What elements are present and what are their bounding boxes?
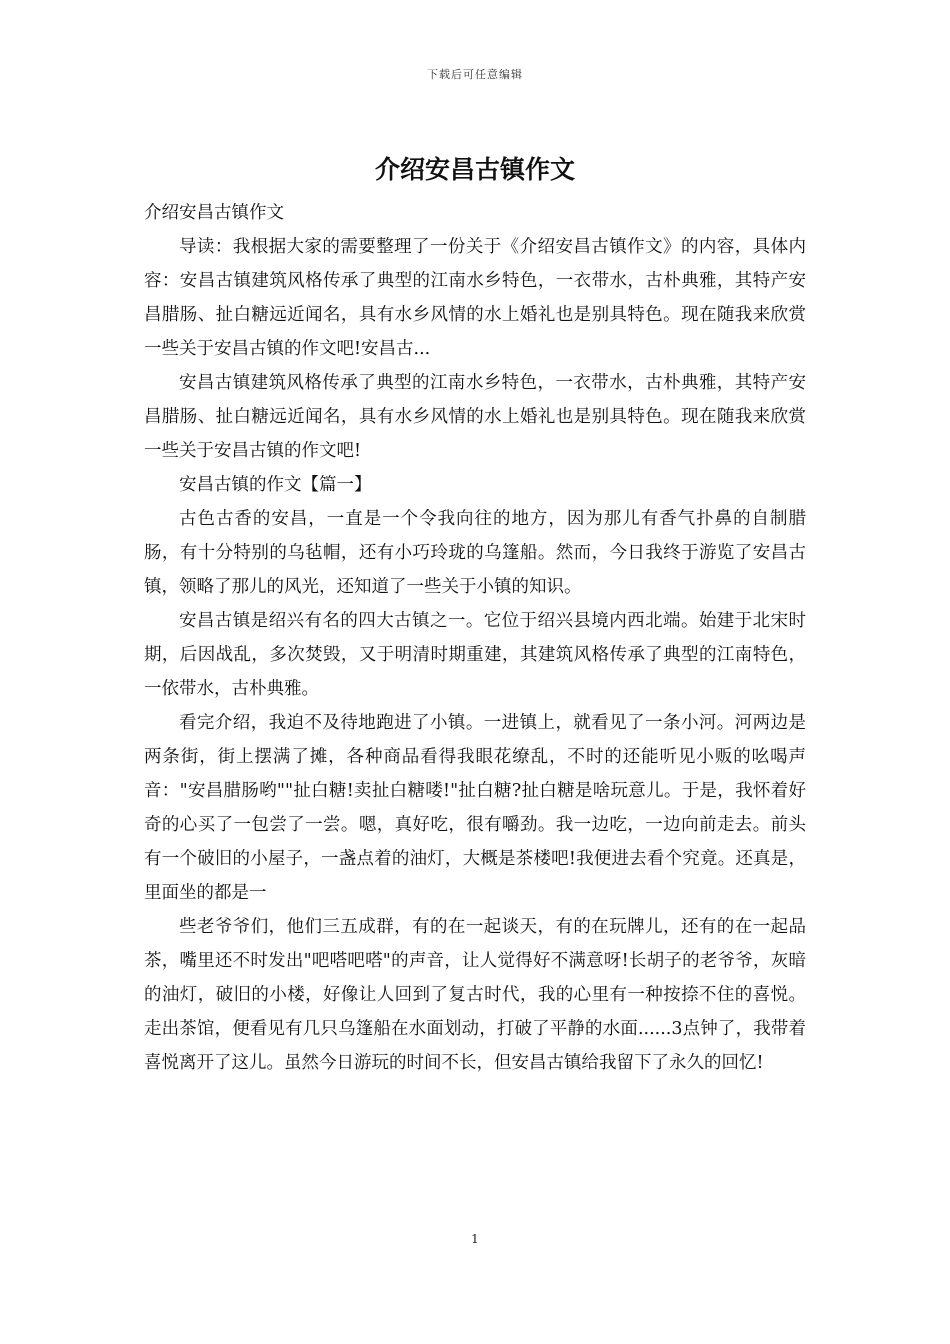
section-heading: 安昌古镇的作文【篇一】 bbox=[179, 475, 372, 495]
document-title: 介绍安昌古镇作文 bbox=[374, 155, 575, 184]
intro-paragraph: 安昌古镇建筑风格传承了典型的江南水乡特色，一衣带水，古朴典雅，其特产安昌腊肠、扯白糖远近闻名，具有水乡风情的水上婚礼也是别具特色。现在随我来欣赏一些关于安昌古镇的作文吧! bbox=[144, 373, 806, 461]
body-paragraph: 安昌古镇是绍兴有名的四大古镇之一。它位于绍兴县境内西北端。始建于北宋时期，后因战乱，多次焚毁，又于明清时期重建，其建筑风格传承了典型的江南特色，一依带水，古朴典雅。 bbox=[144, 611, 806, 699]
page-number: 1 bbox=[471, 1232, 479, 1246]
summary-paragraph: 导读：我根据大家的需要整理了一份关于《介绍安昌古镇作文》的内容，具体内容：安昌古镇建筑风格传承了典型的江南水乡特色，一衣带水，古朴典雅，其特产安昌腊肠、扯白糖远近闻名，具有水乡风情的水上婚礼也是别具特色。现在随我来欣赏一些关于安昌古镇的作文吧!安昌古... bbox=[144, 237, 806, 359]
body-paragraph: 古色古香的安昌，一直是一个令我向往的地方，因为那儿有香气扑鼻的自制腊肠，有十分特别的乌毡帽，还有小巧玲珑的乌篷船。然而，今日我终于游览了安昌古镇，领略了那儿的风光，还知道了一些关于小镇的知识。 bbox=[144, 509, 806, 597]
document-body bbox=[144, 196, 806, 1080]
subtitle-paragraph: 介绍安昌古镇作文 bbox=[144, 203, 284, 223]
body-paragraph: 看完介绍，我迫不及待地跑进了小镇。一进镇上，就看见了一条小河。河两边是两条街，街上摆满了摊，各种商品看得我眼花缭乱，不时的还能听见小贩的吆喝声音："安昌腊肠哟""扯白糖!卖扯白糖喽!"扯白糖?扯白糖是啥玩意儿。于是，我怀着好奇的心买了一包尝了一尝。嗯，真好吃，很有嚼劲。我一边吃，一边向前走去。前头有一个破旧的小屋子，一盏点着的油灯，大概是茶楼吧!我便进去看个究竟。还真是，里面坐的都是一 bbox=[144, 713, 806, 903]
header-note: 下载后可任意编辑 bbox=[427, 68, 523, 81]
body-paragraph: 些老爷爷们，他们三五成群，有的在一起谈天，有的在玩牌儿，还有的在一起品茶，嘴里还不时发出"吧嗒吧嗒"的声音，让人觉得好不满意呀!长胡子的老爷爷，灰暗的油灯，破旧的小楼，好像让人回到了复古时代，我的心里有一种按捺不住的喜悦。走出茶馆，便看见有几只乌篷船在水面划动，打破了平静的水面......3点钟了，我带着喜悦离开了这儿。虽然今日游玩的时间不长，但安昌古镇给我留下了永久的回忆! bbox=[144, 917, 806, 1073]
